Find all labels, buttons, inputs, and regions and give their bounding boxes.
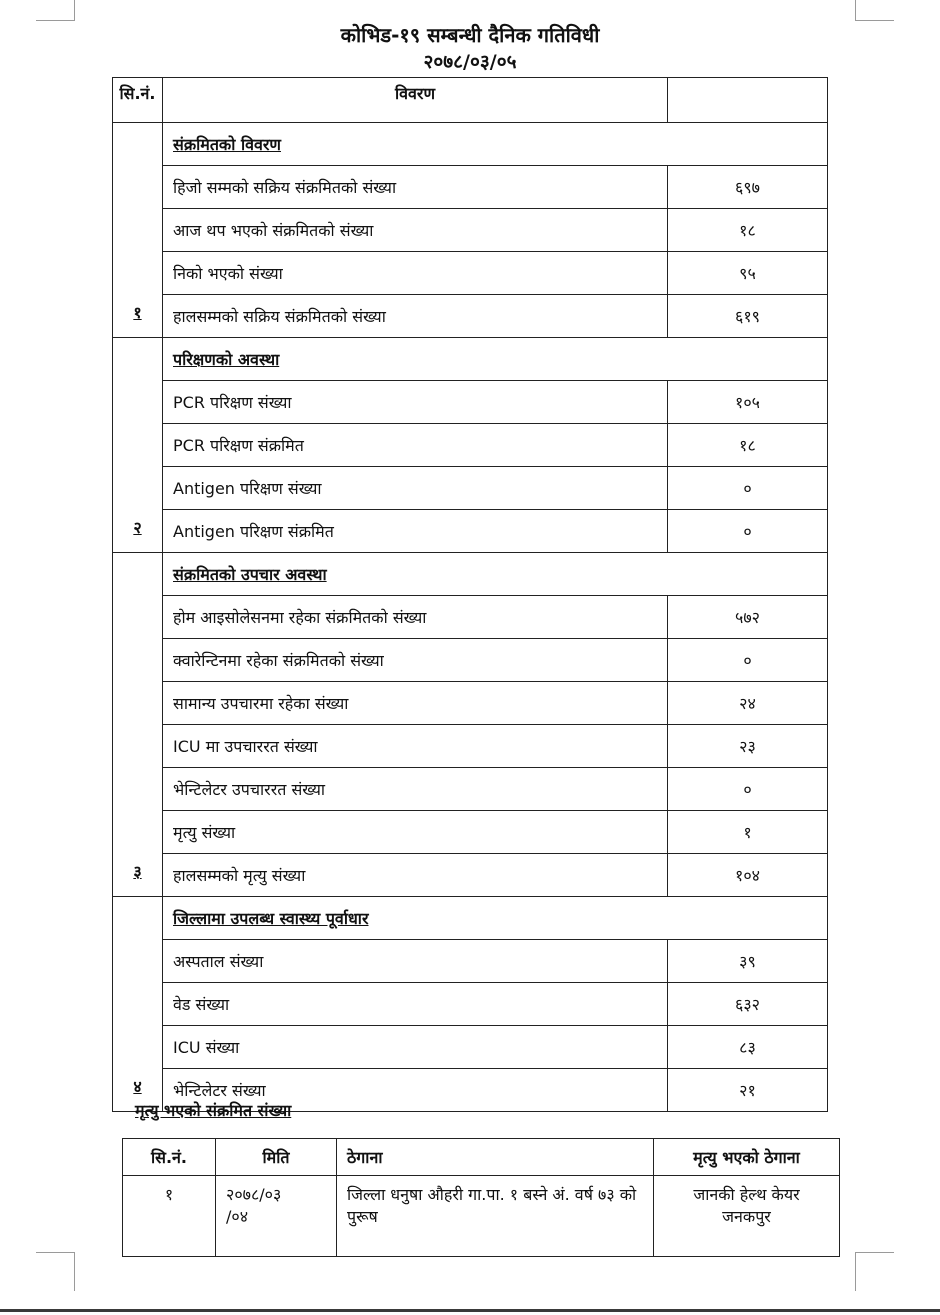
section-sn: १ xyxy=(113,123,163,338)
row-value: ० xyxy=(668,510,828,553)
row-value: १८ xyxy=(668,209,828,252)
table-row xyxy=(113,1026,828,1069)
row-value: ८३ xyxy=(668,1026,828,1069)
row-label: अस्पताल संख्या xyxy=(163,940,668,983)
death-address xyxy=(337,1176,654,1257)
row-label: हिजो सम्मको सक्रिय संक्रमितको संख्या xyxy=(163,166,668,209)
row-value: ५७२ xyxy=(668,596,828,639)
row-label: Antigen परिक्षण संक्रमित xyxy=(163,510,668,553)
row-value: ३९ xyxy=(668,940,828,983)
row-label: वेड संख्या xyxy=(163,983,668,1026)
table-row xyxy=(113,940,828,983)
row-label: निको भएको संख्या xyxy=(163,252,668,295)
death-header-place: मृत्यु भएको ठेगाना xyxy=(654,1139,840,1176)
row-value: ० xyxy=(668,467,828,510)
row-value: २१ xyxy=(668,1069,828,1112)
section-heading-row xyxy=(113,338,828,381)
row-label: भेन्टिलेटर संख्या xyxy=(163,1069,668,1112)
row-value: ९५ xyxy=(668,252,828,295)
header-description: विवरण xyxy=(163,78,668,123)
crop-mark-top-left xyxy=(36,0,75,21)
document-title: कोभिड-१९ सम्बन्धी दैनिक गतिविधी xyxy=(340,23,600,47)
crop-mark-bottom-right xyxy=(855,1252,894,1291)
row-label: Antigen परिक्षण संख्या xyxy=(163,467,668,510)
header-sn: सि.नं. xyxy=(113,78,163,123)
table-row xyxy=(113,639,828,682)
death-header-address: ठेगाना xyxy=(337,1139,654,1176)
row-label: ICU मा उपचाररत संख्या xyxy=(163,725,668,768)
death-header-sn: सि.नं. xyxy=(123,1139,216,1176)
document-date: २०७८/०३/०५ xyxy=(423,51,517,73)
row-value: १०५ xyxy=(668,381,828,424)
table-row xyxy=(113,725,828,768)
section-heading: संक्रमितको उपचार अवस्था xyxy=(163,553,828,596)
crop-mark-top-right xyxy=(855,0,894,21)
death-address-line2: पुरूष xyxy=(347,1207,378,1226)
section-sn: २ xyxy=(113,338,163,553)
row-value: ० xyxy=(668,639,828,682)
row-label: PCR परिक्षण संक्रमित xyxy=(163,424,668,467)
death-place xyxy=(654,1176,840,1257)
section-heading-row xyxy=(113,553,828,596)
section-heading-row xyxy=(113,897,828,940)
row-label: PCR परिक्षण संख्या xyxy=(163,381,668,424)
death-table-header-row xyxy=(123,1139,840,1176)
row-value: ६९७ xyxy=(668,166,828,209)
row-label: मृत्यु संख्या xyxy=(163,811,668,854)
section-heading: परिक्षणको अवस्था xyxy=(163,338,828,381)
table-row xyxy=(113,854,828,897)
table-row xyxy=(113,811,828,854)
death-section-heading: मृत्यु भएको संक्रमित संख्या xyxy=(135,1101,292,1120)
table-header-row xyxy=(113,78,828,123)
table-row xyxy=(113,682,828,725)
death-date-line1: २०७८/०३ xyxy=(226,1185,282,1204)
table-row xyxy=(113,166,828,209)
row-label: ICU संख्या xyxy=(163,1026,668,1069)
header-value xyxy=(668,78,828,123)
table-row xyxy=(113,596,828,639)
row-label: सामान्य उपचारमा रहेका संख्या xyxy=(163,682,668,725)
table-row xyxy=(113,467,828,510)
table-row xyxy=(113,510,828,553)
row-label: हालसम्मको सक्रिय संक्रमितको संख्या xyxy=(163,295,668,338)
row-value: ० xyxy=(668,768,828,811)
death-date xyxy=(216,1176,337,1257)
section-sn: ४ xyxy=(113,897,163,1112)
row-label: भेन्टिलेटर उपचाररत संख्या xyxy=(163,768,668,811)
table-row xyxy=(113,252,828,295)
section-heading: जिल्लामा उपलब्ध स्वास्थ्य पूर्वाधार xyxy=(163,897,828,940)
death-place-line2: जनकपुर xyxy=(722,1207,771,1226)
death-table xyxy=(122,1138,840,1257)
table-row xyxy=(113,295,828,338)
death-date-line2: /०४ xyxy=(226,1207,249,1226)
section-heading-row xyxy=(113,123,828,166)
table-row xyxy=(113,768,828,811)
death-row xyxy=(123,1176,840,1257)
table-row xyxy=(113,209,828,252)
row-value: २३ xyxy=(668,725,828,768)
death-place-line1: जानकी हेल्थ केयर xyxy=(693,1185,800,1204)
row-label: हालसम्मको मृत्यु संख्या xyxy=(163,854,668,897)
page-bottom-rule xyxy=(0,1309,940,1312)
row-label: क्वारेन्टिनमा रहेका संक्रमितको संख्या xyxy=(163,639,668,682)
row-value: ६१९ xyxy=(668,295,828,338)
crop-mark-bottom-left xyxy=(36,1252,75,1291)
death-header-date: मिति xyxy=(216,1139,337,1176)
row-value: १ xyxy=(668,811,828,854)
table-row xyxy=(113,424,828,467)
row-value: १०४ xyxy=(668,854,828,897)
row-value: २४ xyxy=(668,682,828,725)
row-value: १८ xyxy=(668,424,828,467)
covid-summary-table xyxy=(112,77,828,1112)
row-label: होम आइसोलेसनमा रहेका संक्रमितको संख्या xyxy=(163,596,668,639)
death-address-line1: जिल्ला धनुषा औहरी गा.पा. १ बस्ने अं. वर्ष ७३ को xyxy=(347,1185,637,1204)
row-value: ६३२ xyxy=(668,983,828,1026)
table-row xyxy=(113,983,828,1026)
table-row xyxy=(113,381,828,424)
section-heading: संक्रमितको विवरण xyxy=(163,123,828,166)
row-label: आज थप भएको संक्रमितको संख्या xyxy=(163,209,668,252)
section-sn: ३ xyxy=(113,553,163,897)
death-sn: १ xyxy=(123,1176,216,1257)
